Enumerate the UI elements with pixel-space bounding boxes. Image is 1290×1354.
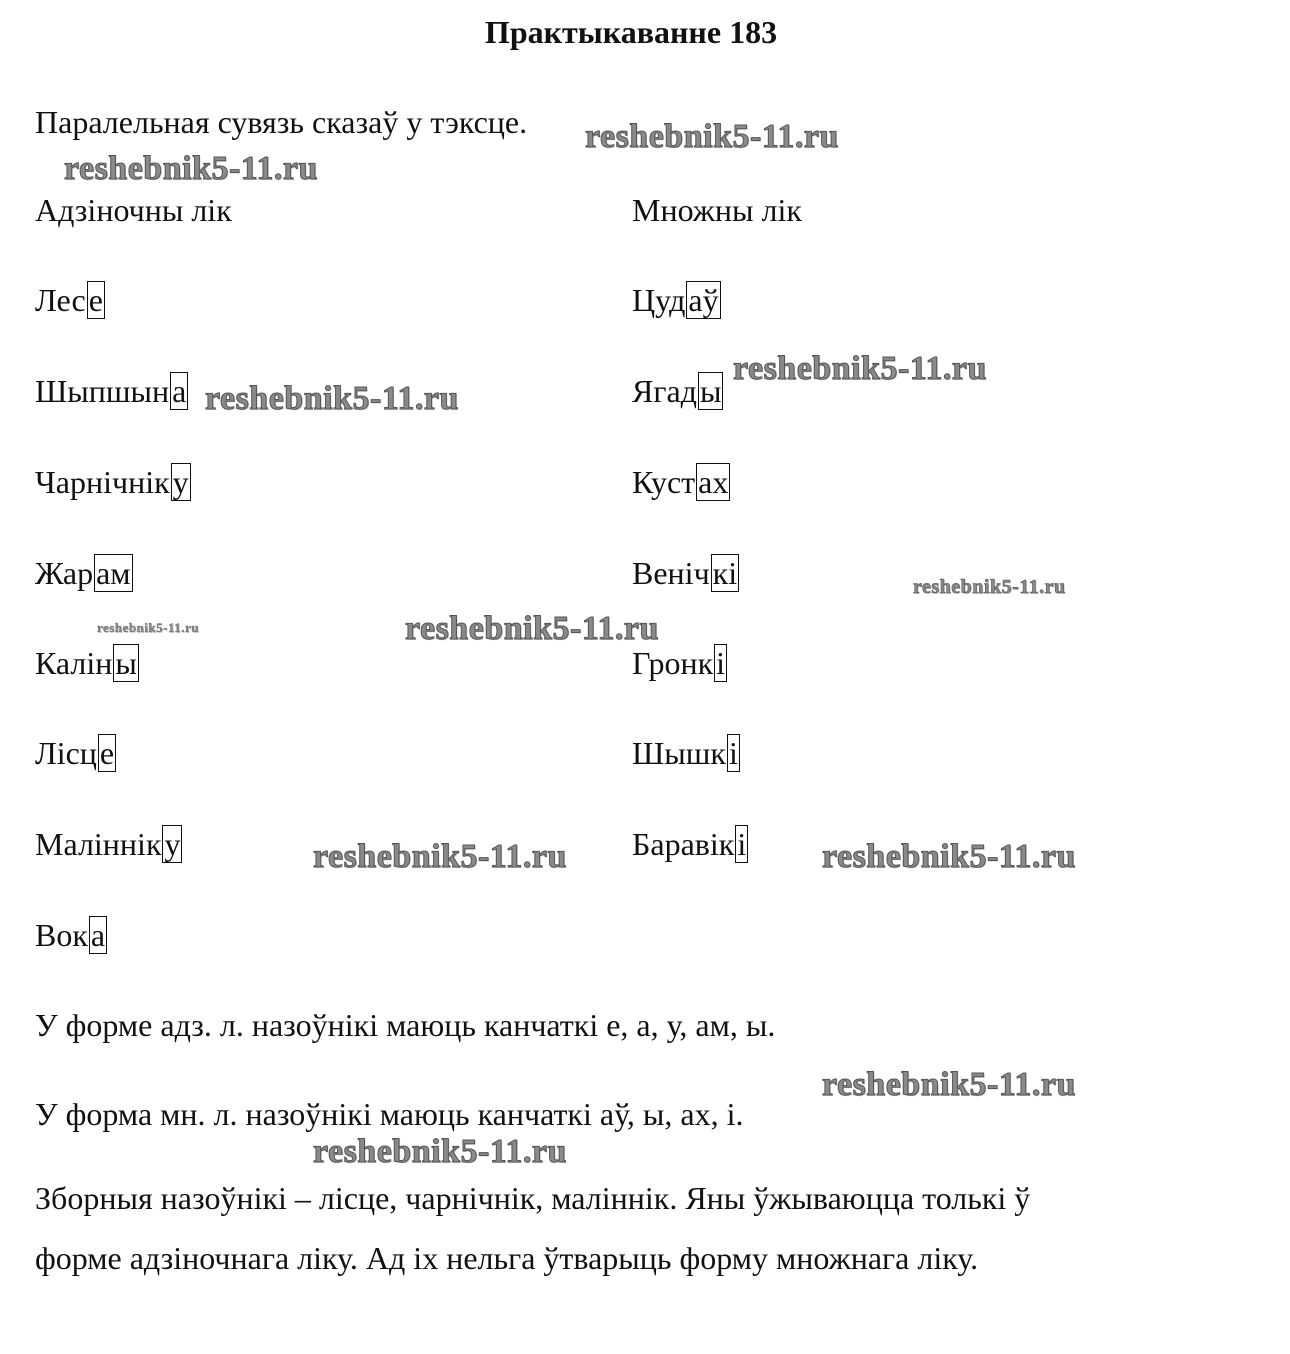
word-stem: Лес bbox=[35, 282, 86, 318]
word-ending: ам bbox=[96, 555, 131, 591]
word-stem: Куст bbox=[632, 464, 696, 500]
conclusion-collective-1: Зборныя назоўнікі – лісце, чарнічнік, маліннік. Яны ўжываюцца толькі ў bbox=[35, 1180, 1031, 1216]
word-stem: Баравік bbox=[632, 826, 735, 862]
word-stem: Цуд bbox=[632, 282, 686, 318]
plural-word-1 bbox=[632, 280, 721, 320]
intro-text: Паралельная сувязь сказаў у тэксце. bbox=[35, 104, 528, 140]
conclusion-singular: У форме адз. л. назоўнікі маюць канчаткі е, а, у, ам, ы. bbox=[35, 1007, 776, 1043]
plural-word-7 bbox=[632, 824, 748, 864]
plural-word-4 bbox=[632, 553, 739, 593]
word-ending: у bbox=[164, 826, 181, 862]
singular-word-7 bbox=[35, 824, 182, 864]
watermark-text: reshebnik5-11.ru bbox=[97, 620, 200, 635]
singular-header: Адзіночны лік bbox=[35, 192, 232, 228]
singular-word-5 bbox=[35, 643, 139, 683]
word-stem: Шыпшын bbox=[35, 373, 170, 409]
word-ending: а bbox=[90, 917, 106, 953]
word-ending: кі bbox=[712, 555, 738, 591]
word-stem: Лісц bbox=[35, 735, 97, 771]
word-ending: ы bbox=[699, 373, 722, 409]
word-ending: а bbox=[172, 373, 187, 409]
watermark-text: reshebnik5-11.ru bbox=[822, 838, 1076, 875]
word-ending: і bbox=[728, 735, 738, 771]
watermark-text: reshebnik5-11.ru bbox=[913, 576, 1066, 598]
word-ending: у bbox=[172, 464, 189, 500]
word-ending: е bbox=[88, 282, 103, 318]
word-stem: Шышк bbox=[632, 735, 726, 771]
conclusion-plural: У форма мн. л. назоўнікі маюць канчаткі аў, ы, ах, і. bbox=[35, 1096, 744, 1132]
word-ending: і bbox=[716, 645, 726, 681]
word-ending: і bbox=[737, 826, 747, 862]
word-stem: Гронк bbox=[632, 645, 714, 681]
word-stem: Чарнічнік bbox=[35, 464, 170, 500]
singular-word-6 bbox=[35, 733, 116, 773]
singular-word-1 bbox=[35, 280, 105, 320]
watermark-text: reshebnik5-11.ru bbox=[822, 1066, 1076, 1103]
watermark-text: reshebnik5-11.ru bbox=[313, 838, 567, 875]
singular-word-4 bbox=[35, 553, 133, 593]
word-stem: Калін bbox=[35, 645, 113, 681]
word-ending: ы bbox=[115, 645, 137, 681]
plural-word-5 bbox=[632, 643, 727, 683]
page-title: Практыкаванне 183 bbox=[484, 14, 778, 50]
watermark-text: reshebnik5-11.ru bbox=[313, 1133, 567, 1170]
watermark-text: reshebnik5-11.ru bbox=[733, 350, 987, 387]
word-ending: ах bbox=[698, 464, 729, 500]
plural-word-3 bbox=[632, 462, 730, 502]
word-ending: аў bbox=[688, 282, 719, 318]
conclusion-collective-2: форме адзіночнага ліку. Ад іх нельга ўтварыць форму множнага ліку. bbox=[35, 1240, 979, 1276]
watermark-text: reshebnik5-11.ru bbox=[205, 380, 459, 417]
word-stem: Ягад bbox=[632, 373, 697, 409]
plural-word-6 bbox=[632, 733, 740, 773]
plural-word-2 bbox=[632, 371, 723, 411]
word-stem: Жар bbox=[35, 555, 94, 591]
singular-word-8 bbox=[35, 915, 107, 955]
watermark-text: reshebnik5-11.ru bbox=[405, 610, 659, 647]
singular-word-3 bbox=[35, 462, 191, 502]
word-ending: е bbox=[99, 735, 115, 771]
word-stem: Вок bbox=[35, 917, 88, 953]
word-stem: Веніч bbox=[632, 555, 710, 591]
watermark-text: reshebnik5-11.ru bbox=[585, 118, 839, 155]
word-stem: Маліннік bbox=[35, 826, 162, 862]
singular-word-2 bbox=[35, 371, 188, 411]
watermark-text: reshebnik5-11.ru bbox=[64, 150, 318, 187]
plural-header: Множны лік bbox=[632, 192, 802, 228]
